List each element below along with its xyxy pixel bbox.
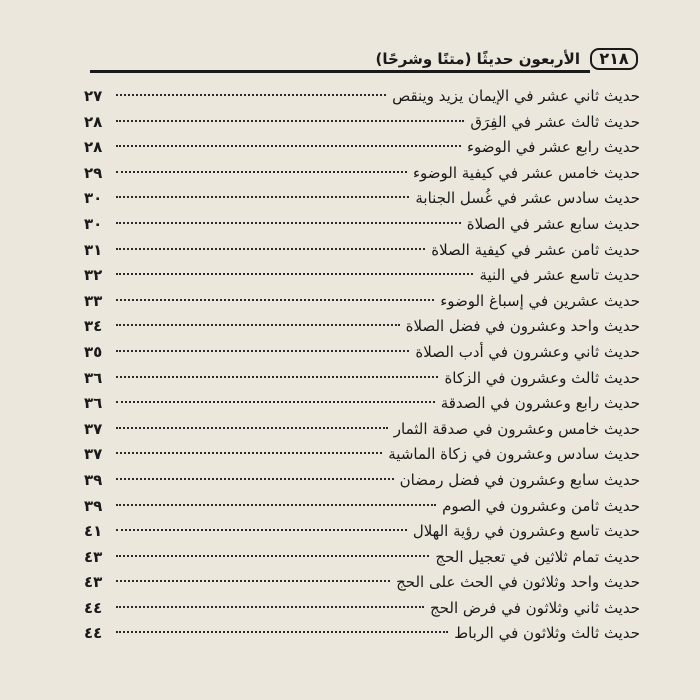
toc-entry-page: ٣٩ (84, 470, 103, 489)
toc-entry[interactable] (84, 442, 640, 468)
header-divider (90, 70, 590, 73)
toc-entry-title: حديث ثاني عشر في الإيمان يزيد وينقص (392, 87, 640, 105)
toc-entry-title: حديث ثامن عشر في كيفية الصلاة (431, 240, 640, 259)
toc-entry[interactable] (84, 366, 640, 392)
toc-entry-title: حديث ثالث عشر في الفِرَق (470, 112, 640, 131)
dot-leader (116, 94, 386, 96)
toc-entry[interactable] (84, 391, 640, 417)
toc-entry-page: ٣٤ (84, 317, 103, 336)
toc-entry-title: حديث سابع وعشرون في فضل رمضان (399, 470, 640, 489)
toc-entry[interactable] (84, 84, 640, 110)
dot-leader (116, 350, 409, 352)
dot-leader (116, 606, 424, 608)
dot-leader (116, 248, 425, 250)
toc-entry[interactable] (84, 468, 640, 494)
toc-entry-title: حديث خامس عشر في كيفية الوضوء (412, 163, 640, 182)
toc-entry-title: حديث سادس عشر في غُسل الجنابة (415, 189, 640, 208)
dot-leader (116, 376, 438, 378)
toc-entry-title: حديث تاسع عشر في النية (479, 266, 640, 285)
toc-entry[interactable] (84, 135, 640, 161)
toc-entry-title: حديث خامس وعشرون في صدقة الثمار (393, 419, 640, 438)
toc-entry-page: ٢٨ (84, 112, 103, 131)
toc-entry-page: ٢٧ (84, 87, 103, 105)
toc-entry-page: ٣٢ (84, 266, 103, 285)
toc-entry-title: حديث سابع عشر في الصلاة (466, 214, 640, 233)
toc-entry[interactable] (84, 545, 640, 571)
toc-entry[interactable] (84, 186, 640, 212)
toc-entry-title: حديث ثاني وثلاثون في فرض الحج (430, 598, 640, 617)
toc-entry-title: حديث تمام ثلاثين في تعجيل الحج (435, 547, 640, 566)
toc-entry[interactable] (84, 570, 640, 596)
toc-entry-title: حديث واحد وعشرون في فضل الصلاة (405, 317, 640, 336)
toc-entry-page: ٣٠ (84, 214, 103, 233)
dot-leader (116, 427, 388, 429)
toc-entry-page: ٣١ (84, 240, 103, 259)
toc-entry-page: ٤٤ (84, 598, 103, 617)
running-title: الأربعون حديثًا (متنًا وشرحًا) (375, 50, 580, 68)
table-of-contents (84, 84, 640, 647)
dot-leader (116, 631, 448, 633)
toc-entry[interactable] (84, 596, 640, 622)
toc-entry-page: ٣٠ (84, 189, 103, 208)
toc-entry-title: حديث سادس وعشرون في زكاة الماشية (388, 445, 640, 464)
toc-entry[interactable] (84, 340, 640, 366)
toc-entry-page: ٣٦ (84, 368, 103, 387)
toc-entry[interactable] (84, 314, 640, 340)
toc-entry[interactable] (84, 161, 640, 187)
dot-leader (116, 145, 461, 147)
dot-leader (116, 478, 394, 480)
dot-leader (116, 529, 407, 531)
toc-entry-title: حديث رابع وعشرون في الصدقة (440, 394, 640, 413)
toc-entry-page: ٣٦ (84, 394, 103, 413)
dot-leader (116, 299, 434, 301)
toc-entry-page: ٤١ (84, 522, 103, 541)
dot-leader (116, 171, 407, 173)
toc-entry-title: حديث واحد وثلاثون في الحث على الحج (396, 573, 640, 592)
page-header (90, 48, 638, 72)
toc-entry[interactable] (84, 212, 640, 238)
toc-entry-page: ٣٣ (84, 291, 103, 310)
toc-entry[interactable] (84, 238, 640, 264)
toc-entry[interactable] (84, 494, 640, 520)
toc-entry-page: ٤٣ (84, 547, 103, 566)
dot-leader (116, 222, 461, 224)
toc-entry-title: حديث ثالث وعشرون في الزكاة (444, 368, 640, 387)
toc-entry[interactable] (84, 519, 640, 545)
dot-leader (116, 452, 382, 454)
toc-entry-page: ٤٣ (84, 573, 103, 592)
toc-entry-page: ٣٩ (84, 496, 103, 515)
toc-entry[interactable] (84, 110, 640, 136)
dot-leader (116, 324, 400, 326)
dot-leader (116, 555, 429, 557)
toc-entry-title: حديث ثامن وعشرون في الصوم (442, 496, 640, 515)
toc-entry-title: حديث عشرين في إسباغ الوضوء (440, 291, 640, 310)
toc-entry[interactable] (84, 417, 640, 443)
toc-entry-page: ٣٧ (84, 419, 103, 438)
toc-entry-title: حديث تاسع وعشرون في رؤية الهلال (412, 522, 640, 541)
toc-entry-page: ٣٧ (84, 445, 103, 464)
page-number-badge: ٢١٨ (590, 48, 638, 70)
toc-entry-page: ٤٤ (84, 624, 103, 643)
dot-leader (116, 580, 390, 582)
toc-entry[interactable] (84, 621, 640, 647)
dot-leader (116, 120, 464, 122)
toc-entry-title: حديث رابع عشر في الوضوء (467, 138, 640, 157)
dot-leader (116, 504, 436, 506)
toc-entry-page: ٣٥ (84, 342, 103, 361)
toc-entry-title: حديث ثاني وعشرون في أدب الصلاة (415, 342, 640, 361)
dot-leader (116, 273, 473, 275)
dot-leader (116, 196, 409, 198)
toc-entry-page: ٢٩ (84, 163, 103, 182)
toc-entry[interactable] (84, 289, 640, 315)
toc-entry-title: حديث ثالث وثلاثون في الرباط (454, 624, 640, 643)
dot-leader (116, 401, 435, 403)
toc-entry[interactable] (84, 263, 640, 289)
toc-entry-page: ٢٨ (84, 138, 103, 157)
